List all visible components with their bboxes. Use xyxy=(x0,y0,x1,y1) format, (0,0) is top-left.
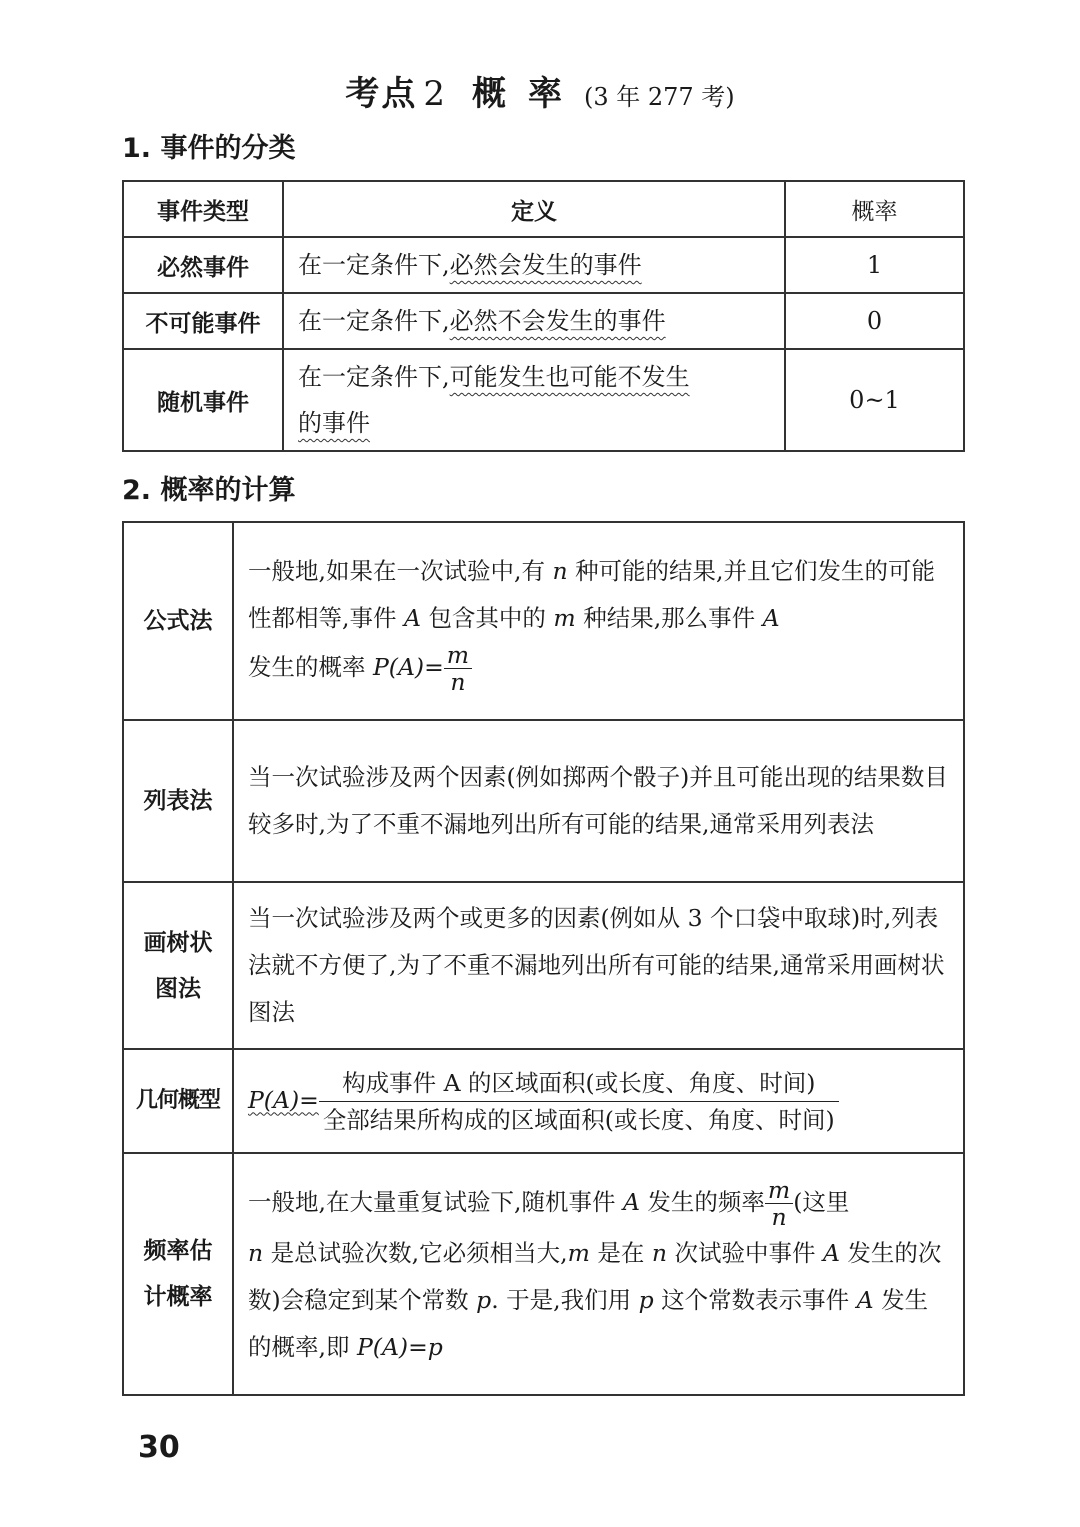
method-description: 一般地,在大量重复试验下,随机事件 A 发生的频率 $\frac{m}{n}$ (这里 n 是总试验次数,它必须相当大,m 是在 n 次试验中事件 A 发生的次数)会稳定到某个常数 p. 于是,我们用 p 这个常数表示事件 A 发生的概率,即 P(A)=p xyxy=(233,1153,964,1395)
event-type: 必然事件 xyxy=(123,237,283,293)
section1-title: 1. 事件的分类 xyxy=(122,133,296,164)
col-header-type: 事件类型 xyxy=(123,181,283,237)
definition-emphasis: 必然会发生的事件 xyxy=(449,251,642,279)
fraction: $\frac{m}{n}$ xyxy=(444,642,472,695)
event-classification-table xyxy=(122,180,965,452)
definition-emphasis: 的事件 xyxy=(298,409,370,437)
method-label: 公式法 xyxy=(123,522,233,720)
table-row xyxy=(123,293,964,349)
event-probability: 1 xyxy=(785,237,964,293)
definition-prefix: 在一定条件下, xyxy=(298,307,450,335)
definition-emphasis: 必然不会发生的事件 xyxy=(449,307,666,335)
method-label: 几何概型 xyxy=(123,1049,233,1153)
table-row xyxy=(123,522,964,720)
method-label: 频率估 计概率 xyxy=(123,1153,233,1395)
method-description xyxy=(233,1049,964,1153)
col-header-definition: 定义 xyxy=(283,181,785,237)
frequency-result: P(A)=p xyxy=(356,1333,443,1361)
definition-emphasis: 可能发生也可能不发生 xyxy=(449,363,690,391)
probability-calculation-table xyxy=(122,521,965,1396)
definition-prefix: 在一定条件下, xyxy=(298,251,450,279)
event-definition xyxy=(283,349,785,451)
event-definition xyxy=(283,237,785,293)
formula-lhs: P(A)= xyxy=(372,652,444,681)
event-type: 随机事件 xyxy=(123,349,283,451)
fraction: $\frac{m}{n}$ xyxy=(765,1177,793,1230)
method-description: 一般地,如果在一次试验中,有 n 种可能的结果,并且它们发生的可能性都相等,事件 A 包含其中的 m 种结果,那么事件 A 发生的概率 P(A)= $\frac{m}{n}$ xyxy=(233,522,964,720)
method-label: 列表法 xyxy=(123,720,233,882)
title-topic: 概率 xyxy=(471,74,584,114)
title-kaodian: 考点 xyxy=(345,74,418,114)
page-number: 30 xyxy=(138,1430,180,1465)
definition-prefix: 在一定条件下, xyxy=(298,363,450,391)
page-title xyxy=(0,66,1080,115)
event-probability: 0~1 xyxy=(785,349,964,451)
method-label: 画树状 图法 xyxy=(123,882,233,1049)
table-row xyxy=(123,720,964,882)
method-description: 当一次试验涉及两个因素(例如掷两个骰子)并且可能出现的结果数目较多时,为了不重不漏地列出所有可能的结果,通常采用列表法 xyxy=(233,720,964,882)
formula-lhs: P(A)= xyxy=(248,1085,319,1114)
table-row xyxy=(123,1153,964,1395)
event-type: 不可能事件 xyxy=(123,293,283,349)
method-description: 当一次试验涉及两个或更多的因素(例如从 3 个口袋中取球)时,列表法就不方便了,为了不重不漏地列出所有可能的结果,通常采用画树状图法 xyxy=(233,882,964,1049)
event-probability: 0 xyxy=(785,293,964,349)
table-row xyxy=(123,349,964,451)
section2-title: 2. 概率的计算 xyxy=(122,475,296,506)
table-header-row xyxy=(123,181,964,237)
col-header-probability: 概率 xyxy=(785,181,964,237)
table-row xyxy=(123,882,964,1049)
table-row xyxy=(123,237,964,293)
fraction: 构成事件 A 的区域面积(或长度、角度、时间) 全部结果所构成的区域面积(或长度、角度、时间) xyxy=(319,1065,839,1138)
title-number: 2 xyxy=(423,74,446,114)
title-subtitle: (3 年 277 考) xyxy=(583,83,735,111)
event-definition xyxy=(283,293,785,349)
table-row xyxy=(123,1049,964,1153)
